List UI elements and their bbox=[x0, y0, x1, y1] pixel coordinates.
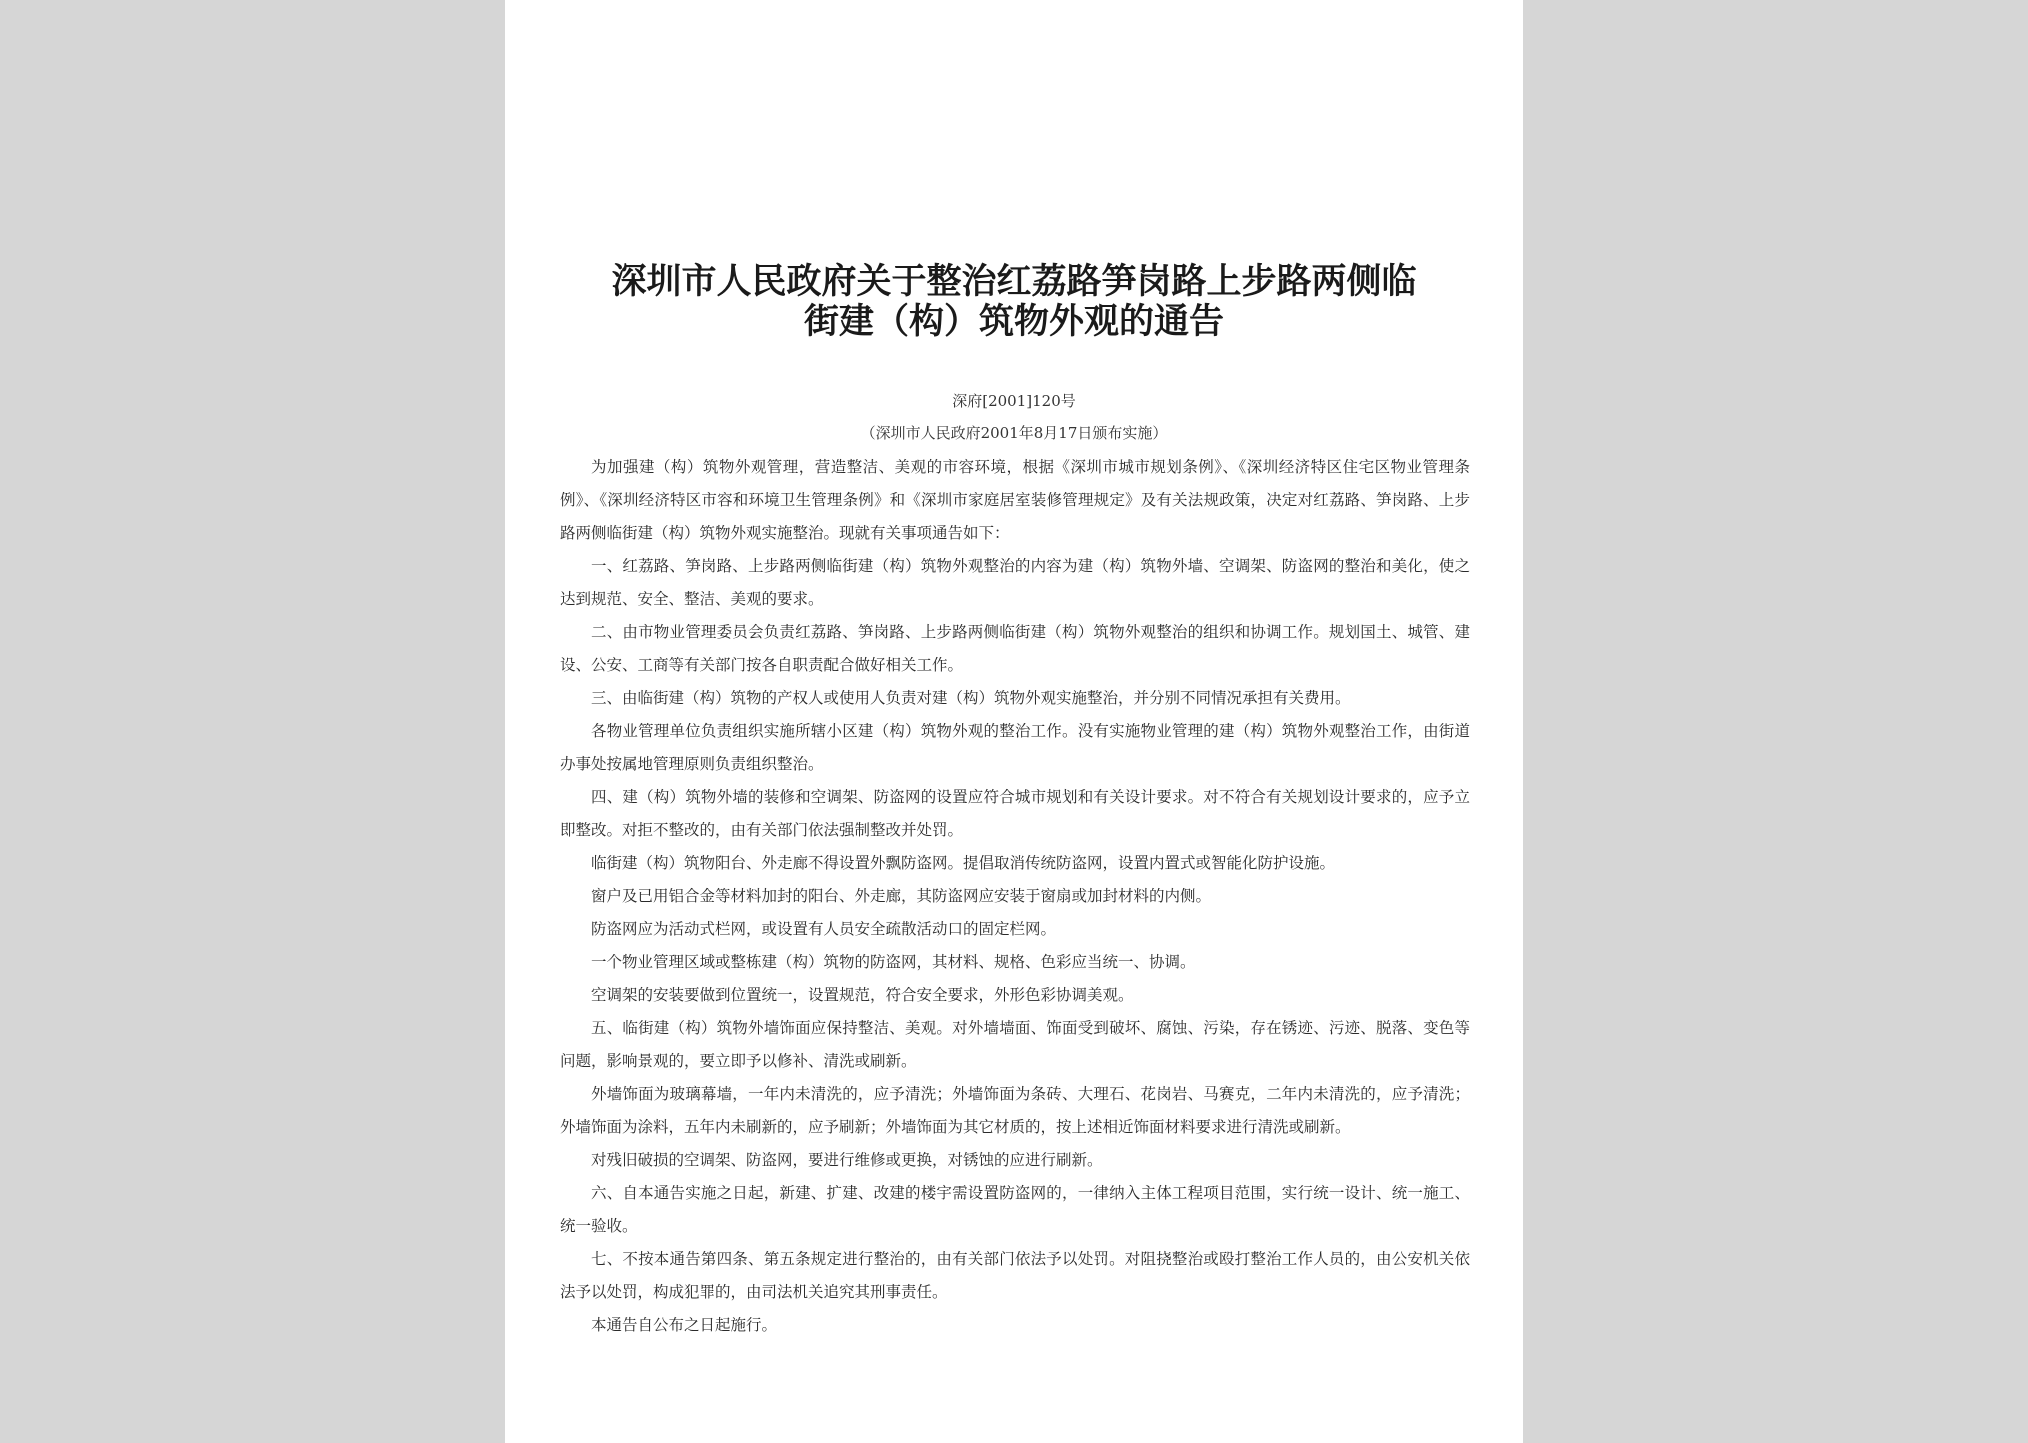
paragraph: 一个物业管理区域或整栋建（构）筑物的防盗网，其材料、规格、色彩应当统一、协调。 bbox=[591, 953, 1196, 971]
document-body bbox=[560, 451, 1470, 1342]
paragraph: 一、红荔路、笋岗路、上步路两侧临街建（构）筑物外观整治的内容为建（构）筑物外墙、空调架、防盗网的整治和美化，使之达到规范、安全、整洁、美观的要求。 bbox=[560, 557, 1470, 608]
paragraph: 防盗网应为活动式栏网，或设置有人员安全疏散活动口的固定栏网。 bbox=[591, 920, 1057, 938]
paragraph: 空调架的安装要做到位置统一，设置规范，符合安全要求，外形色彩协调美观。 bbox=[591, 986, 1134, 1004]
title-line: 街建（构）筑物外观的通告 bbox=[803, 301, 1224, 342]
paragraph: 窗户及已用铝合金等材料加封的阳台、外走廊，其防盗网应安装于窗扇或加封材料的内侧。 bbox=[591, 887, 1212, 905]
paragraph: 五、临街建（构）筑物外墙饰面应保持整洁、美观。对外墙墙面、饰面受到破坏、腐蚀、污染，存在锈迹、污迹、脱落、变色等问题，影响景观的，要立即予以修补、清洗或刷新。 bbox=[560, 1019, 1470, 1070]
paragraph: 四、建（构）筑物外墙的装修和空调架、防盗网的设置应符合城市规划和有关设计要求。对不符合有关规划设计要求的，应予立即整改。对拒不整改的，由有关部门依法强制整改并处罚。 bbox=[560, 788, 1470, 839]
paragraph: 本通告自公布之日起施行。 bbox=[591, 1316, 778, 1334]
title-line: 深圳市人民政府关于整治红荔路笋岗路上步路两侧临 bbox=[611, 261, 1417, 302]
paragraph: 临街建（构）筑物阳台、外走廊不得设置外飘防盗网。提倡取消传统防盗网，设置内置式或智能化防护设施。 bbox=[591, 854, 1336, 872]
document-title bbox=[565, 262, 1463, 342]
paragraph: 三、由临街建（构）筑物的产权人或使用人负责对建（构）筑物外观实施整治，并分别不同情况承担有关费用。 bbox=[591, 689, 1351, 707]
paragraph: 各物业管理单位负责组织实施所辖小区建（构）筑物外观的整治工作。没有实施物业管理的建（构）筑物外观整治工作，由街道办事处按属地管理原则负责组织整治。 bbox=[560, 722, 1470, 773]
document-page bbox=[505, 0, 1523, 1443]
paragraph: 外墙饰面为玻璃幕墙，一年内未清洗的，应予清洗；外墙饰面为条砖、大理石、花岗岩、马赛克，二年内未清洗的，应予清洗；外墙饰面为涂料，五年内未刷新的，应予刷新；外墙饰面为其它材质的，按上述相近饰面材料要求进行清洗或刷新。 bbox=[560, 1085, 1470, 1136]
paragraph: 为加强建（构）筑物外观管理，营造整洁、美观的市容环境，根据《深圳市城市规划条例》、《深圳经济特区住宅区物业管理条例》、《深圳经济特区市容和环境卫生管理条例》和《深圳市家庭居室装修管理规定》及有关法规政策，决定对红荔路、笋岗路、上步路两侧临街建（构）筑物外观实施整治。现就有关事项通告如下： bbox=[560, 458, 1470, 542]
paragraph: 对残旧破损的空调架、防盗网，要进行维修或更换，对锈蚀的应进行刷新。 bbox=[591, 1151, 1103, 1169]
paragraph: 二、由市物业管理委员会负责红荔路、笋岗路、上步路两侧临街建（构）筑物外观整治的组织和协调工作。规划国土、城管、建设、公安、工商等有关部门按各自职责配合做好相关工作。 bbox=[560, 623, 1470, 674]
document-number: 深府[2001]120号 bbox=[952, 392, 1076, 410]
paragraph: 六、自本通告实施之日起，新建、扩建、改建的楼宇需设置防盗网的，一律纳入主体工程项目范围，实行统一设计、统一施工、统一验收。 bbox=[560, 1184, 1470, 1235]
issue-note: （深圳市人民政府2001年8月17日颁布实施） bbox=[860, 424, 1168, 442]
paragraph: 七、不按本通告第四条、第五条规定进行整治的，由有关部门依法予以处罚。对阻挠整治或殴打整治工作人员的，由公安机关依法予以处罚，构成犯罪的，由司法机关追究其刑事责任。 bbox=[560, 1250, 1470, 1301]
